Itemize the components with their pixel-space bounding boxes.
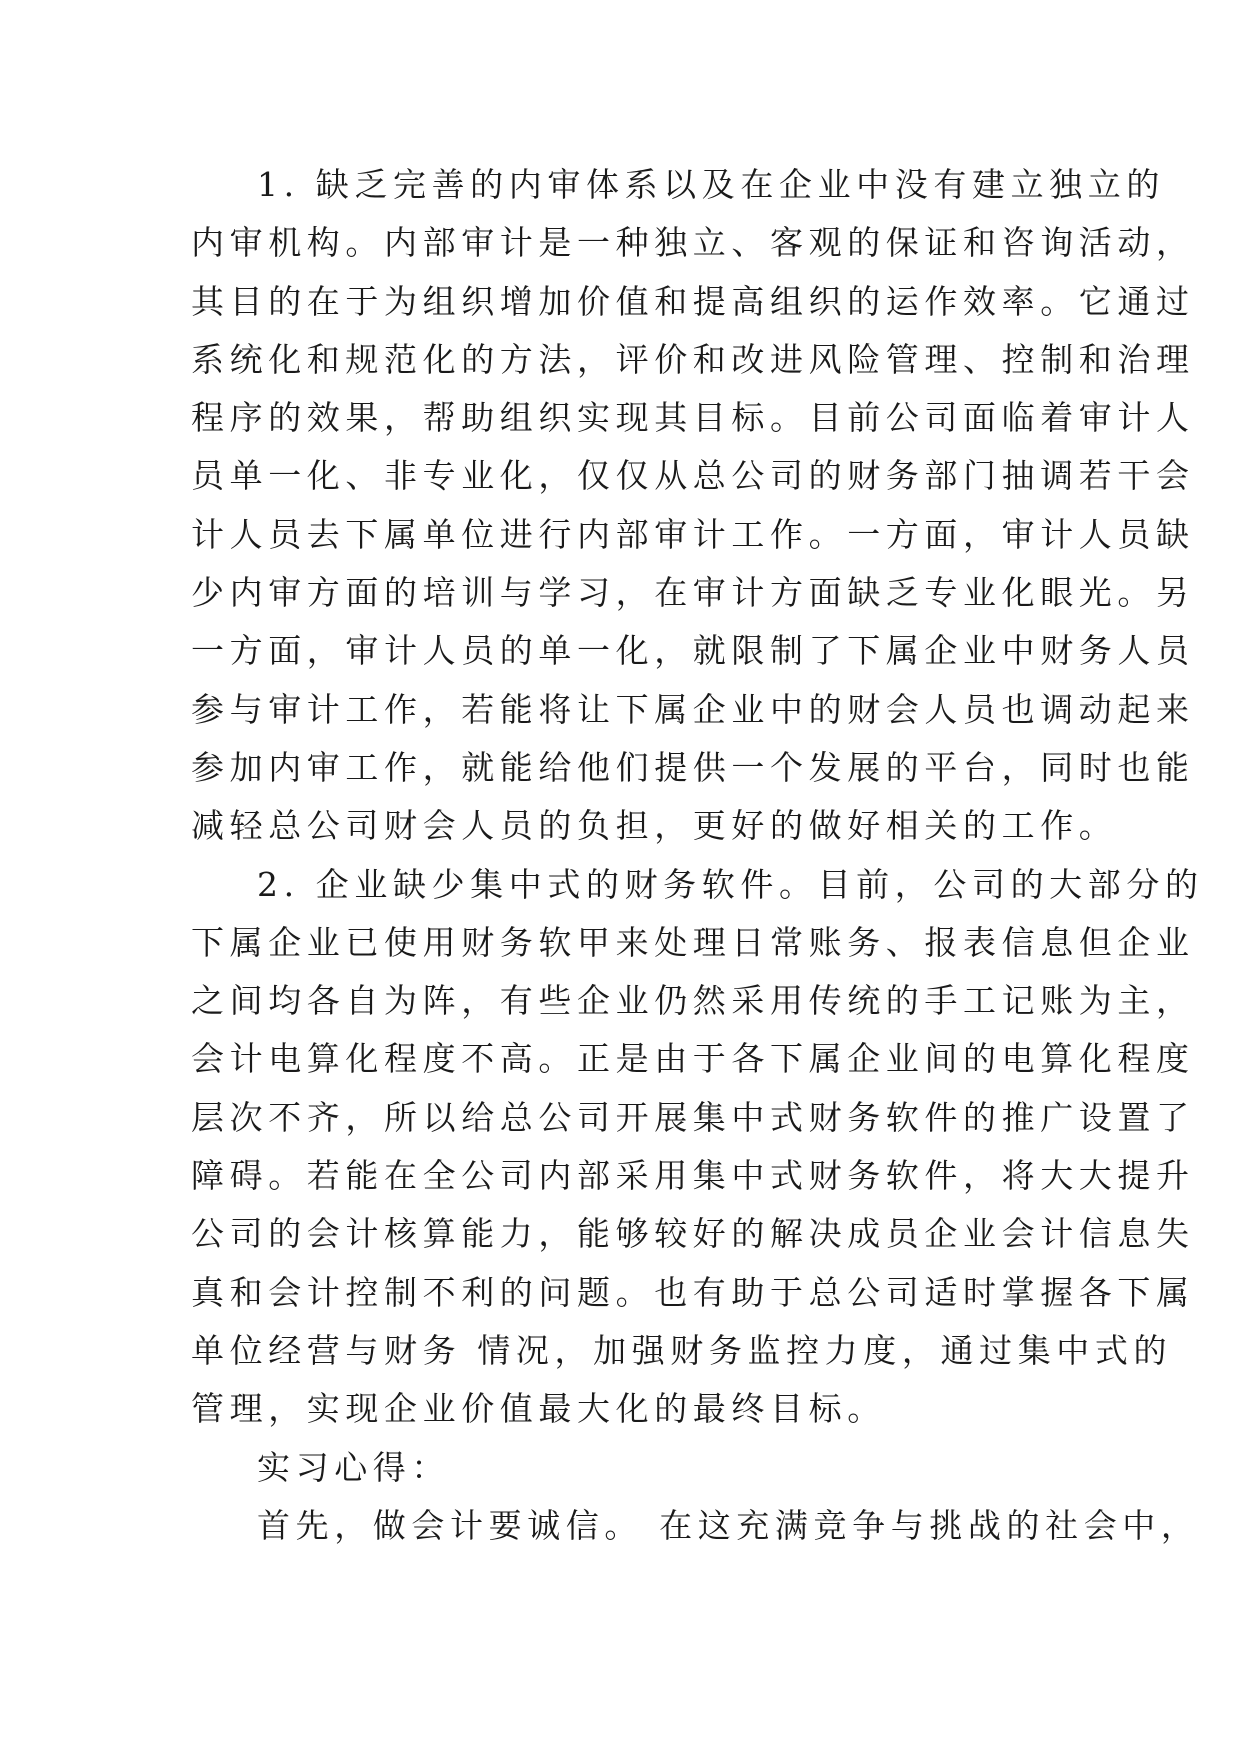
- paragraph-2-line-4: 会计电算化程度不高。正是由于各下属企业间的电算化程度: [191, 1039, 1195, 1079]
- section-heading-internship: 实习心得：: [257, 1447, 450, 1487]
- paragraph-2-line-2: 下属企业已使用财务软甲来处理日常账务、报表信息但企业: [191, 922, 1195, 962]
- paragraph-1-line-3: 其目的在于为组织增加价值和提高组织的运作效率。它通过: [191, 281, 1195, 321]
- paragraph-1-line-11: 参加内审工作，就能给他们提供一个发展的平台，同时也能: [191, 747, 1195, 787]
- paragraph-2-line-6: 障碍。若能在全公司内部采用集中式财务软件，将大大提升: [191, 1156, 1195, 1196]
- paragraph-1-line-6: 员单一化、非专业化，仅仅从总公司的财务部门抽调若干会: [191, 456, 1195, 496]
- paragraph-2-line-5: 层次不齐，所以给总公司开展集中式财务软件的推广设置了: [191, 1097, 1195, 1137]
- paragraph-2-line-8: 真和会计控制不利的问题。也有助于总公司适时掌握各下属: [191, 1272, 1195, 1312]
- paragraph-1-line-9: 一方面，审计人员的单一化，就限制了下属企业中财务人员: [191, 631, 1195, 671]
- paragraph-1-line-2: 内审机构。内部审计是一种独立、客观的保证和咨询活动，: [191, 223, 1195, 263]
- paragraph-2-line-7: 公司的会计核算能力，能够较好的解决成员企业会计信息失: [191, 1214, 1195, 1254]
- paragraph-1-line-5: 程序的效果，帮助组织实现其目标。目前公司面临着审计人: [191, 398, 1195, 438]
- paragraph-1-line-10: 参与审计工作，若能将让下属企业中的财会人员也调动起来: [191, 689, 1195, 729]
- paragraph-2-line-3: 之间均各自为阵，有些企业仍然采用传统的手工记账为主，: [191, 981, 1195, 1021]
- paragraph-1-line-12: 减轻总公司财会人员的负担，更好的做好相关的工作。: [191, 806, 1118, 846]
- paragraph-2-line-9: 单位经营与财务 情况，加强财务监控力度，通过集中式的: [191, 1330, 1173, 1370]
- paragraph-1-line-7: 计人员去下属单位进行内部审计工作。一方面，审计人员缺: [191, 514, 1195, 554]
- paragraph-1-line-1: 1. 缺乏完善的内审体系以及在企业中没有建立独立的: [257, 165, 1165, 204]
- paragraph-2-line-1: 2. 企业缺少集中式的财务软件。目前，公司的大部分的: [257, 864, 1204, 904]
- paragraph-2-line-10: 管理，实现企业价值最大化的最终目标。: [191, 1389, 886, 1429]
- paragraph-3-line-1: 首先，做会计要诚信。 在这充满竞争与挑战的社会中，: [257, 1505, 1200, 1545]
- body-text: [191, 156, 1204, 1555]
- paragraph-1-line-8: 少内审方面的培训与学习，在审计方面缺乏专业化眼光。另: [191, 573, 1195, 613]
- paragraph-1-line-4: 系统化和规范化的方法，评价和改进风险管理、控制和治理: [191, 339, 1195, 379]
